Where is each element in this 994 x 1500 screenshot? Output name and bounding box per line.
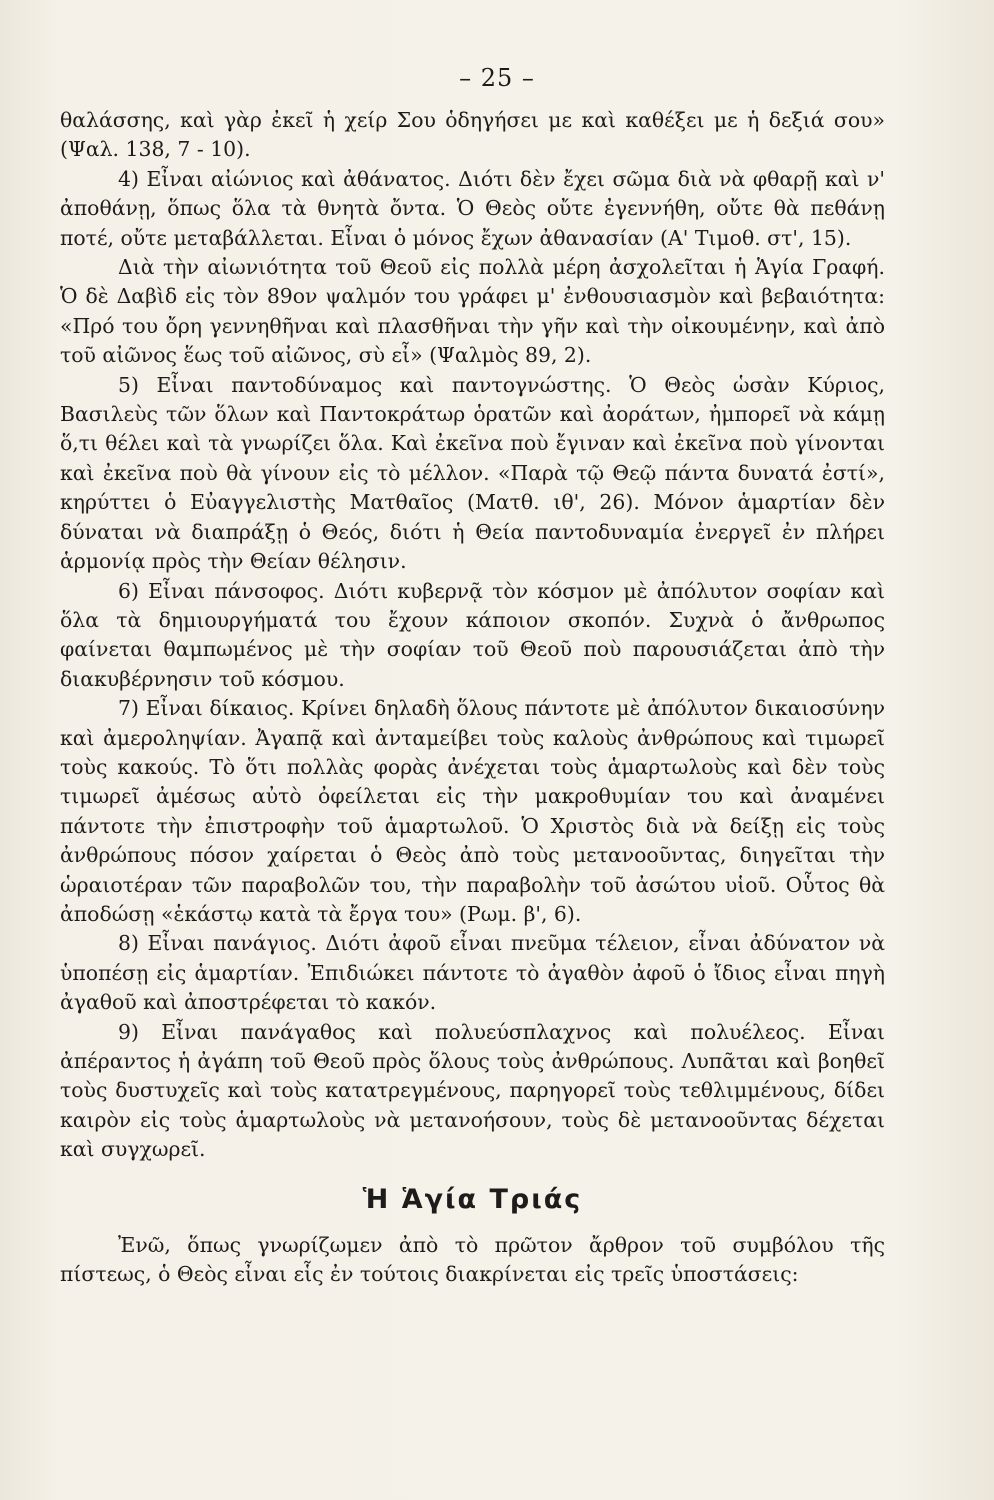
paragraph-attribute-all-wise: 6) Εἶναι πάνσοφος. Διότι κυβερνᾷ τὸν κόσμον μὲ ἀπόλυτον σοφίαν καὶ ὅλα τὰ δημιουργήματά του ἔχουν κάποιον σκοπόν. Συχνὰ ὁ ἄνθρωπος φαίνεται θαμπωμένος μὲ τὴν σοφίαν τοῦ Θεοῦ ποὺ παρουσιάζεται ἀπὸ τὴν διακυβέρνησιν τοῦ κόσμου. <box>60 578 885 691</box>
paragraph-attribute-all-good: 9) Εἶναι πανάγαθος καὶ πολυεύσπλαχνος καὶ πολυέλεος. Εἶναι ἀπέραντος ἡ ἀγάπη τοῦ Θεοῦ πρὸς ὅλους τοὺς ἀνθρώπους. Λυπᾶται καὶ βοηθεῖ τοὺς δυστυχεῖς καὶ τοὺς κατατρεγμένους, παρηγορεῖ τοὺς τεθλιμμένους, δίδει καιρὸν εἰς τοὺς ἁμαρτωλοὺς νὰ μετανοήσουν, τοὺς δὲ μετανοοῦντας δέχεται καὶ συγχωρεῖ. <box>60 1019 885 1162</box>
paragraph-attribute-all-holy: 8) Εἶναι πανάγιος. Διότι ἀφοῦ εἶναι πνεῦμα τέλειον, εἶναι ἀδύνατον νὰ ὑποπέσῃ εἰς ἁμαρτίαν. Ἐπιδιώκει πάντοτε τὸ ἀγαθὸν ἀφοῦ ὁ ἴδιος εἶναι πηγὴ ἀγαθοῦ καὶ ἀποστρέφεται τὸ κακόν. <box>60 931 885 1015</box>
paragraph-continuation: θαλάσσης, καὶ γὰρ ἐκεῖ ἡ χείρ Σου ὁδηγήσει με καὶ καθέξει με ἡ δεξιά σου» (Ψαλ. 138, 7 - 10). <box>60 108 885 162</box>
section-body <box>60 1231 885 1290</box>
paragraph-eternity-scripture: Διὰ τὴν αἰωνιότητα τοῦ Θεοῦ εἰς πολλὰ μέρη ἀσχολεῖται ἡ Ἁγία Γραφή. Ὁ δὲ Δαβὶδ εἰς τὸν 89ον ψαλμόν του γράφει μ' ἐνθουσιασμὸν καὶ βεβαιότητα: «Πρό του ὄρη γεννηθῆναι καὶ πλασθῆναι τὴν γῆν καὶ τὴν οἰκουμένην, καὶ ἀπὸ τοῦ αἰῶνος ἕως τοῦ αἰῶνος, σὺ εἶ» (Ψαλμὸς 89, 2). <box>60 255 885 368</box>
paragraph-holy-trinity: Ἐνῶ, ὅπως γνωρίζωμεν ἀπὸ τὸ πρῶτον ἄρθρον τοῦ συμβόλου τῆς πίστεως, ὁ Θεὸς εἶναι εἷς ἐν τούτοις διακρίνεται εἰς τρεῖς ὑποστάσεις: <box>60 1232 885 1287</box>
page-number: – 25 – <box>459 64 535 92</box>
paragraph-attribute-just: 7) Εἶναι δίκαιος. Κρίνει δηλαδὴ ὅλους πάντοτε μὲ ἀπόλυτον δικαιοσύνην καὶ ἀμεροληψίαν. Ἀγαπᾷ καὶ ἀνταμείβει τοὺς καλοὺς ἀνθρώπους καὶ τιμωρεῖ τοὺς κακούς. Τὸ ὅτι πολλὰς φορὰς ἀνέχεται τοὺς ἁμαρτωλοὺς καὶ δὲν τοὺς τιμωρεῖ ἀμέσως αὐτὸ ὀφείλεται εἰς τὴν μακροθυμίαν του καὶ ἀναμένει πάντοτε τὴν ἐπιστροφὴν τοῦ ἁμαρτωλοῦ. Ὁ Χριστὸς διὰ νὰ δείξῃ εἰς τοὺς ἀνθρώπους πόσον χαίρεται ὁ Θεὸς ἀπὸ τοὺς μετανοοῦντας, διηγεῖται τὴν ὡραιοτέραν τῶν παραβολῶν του, τὴν παραβολὴν τοῦ ἀσώτου υἱοῦ. Οὗτος θὰ ἀποδώσῃ «ἑκάστῳ κατὰ τὰ ἔργα του» (Ρωμ. β', 6). <box>60 696 885 926</box>
paragraph-attribute-almighty: 5) Εἶναι παντοδύναμος καὶ παντογνώστης. Ὁ Θεὸς ὡσὰν Κύριος, Βασιλεὺς τῶν ὅλων καὶ Παντοκράτωρ ὁρατῶν καὶ ἀοράτων, ἠμπορεῖ νὰ κάμῃ ὅ,τι θέλει καὶ τὰ γνωρίζει ὅλα. Καὶ ἐκεῖνα ποὺ ἔγιναν καὶ ἐκεῖνα ποὺ γίνονται καὶ ἐκεῖνα ποὺ θὰ γίνουν εἰς τὸ μέλλον. «Παρὰ τῷ Θεῷ πάντα δυνατά ἐστί», κηρύττει ὁ Εὐαγγελιστὴς Ματθαῖος (Ματθ. ιθ', 26). Μόνον ἁμαρτίαν δὲν δύναται νὰ διαπράξῃ ὁ Θεός, διότι ἡ Θεία παντοδυναμία ἐνεργεῖ ἐν πλήρει ἁρμονίᾳ πρὸς τὴν Θείαν θέλησιν. <box>60 372 885 574</box>
body-text <box>60 106 885 1289</box>
paragraph-attribute-eternal: 4) Εἶναι αἰώνιος καὶ ἀθάνατος. Διότι δὲν ἔχει σῶμα διὰ νὰ φθαρῇ καὶ ν' ἀποθάνῃ, ὅπως ὅλα τὰ θνητὰ ὄντα. Ὁ Θεὸς οὔτε ἐγεννήθη, οὔτε θὰ πεθάνῃ ποτέ, οὔτε μεταβάλλεται. Εἶναι ὁ μόνος ἔχων ἀθανασίαν (Α' Τιμοθ. στ', 15). <box>60 166 885 250</box>
section-heading: Ἡ Ἁγία Τριάς <box>362 1183 583 1215</box>
